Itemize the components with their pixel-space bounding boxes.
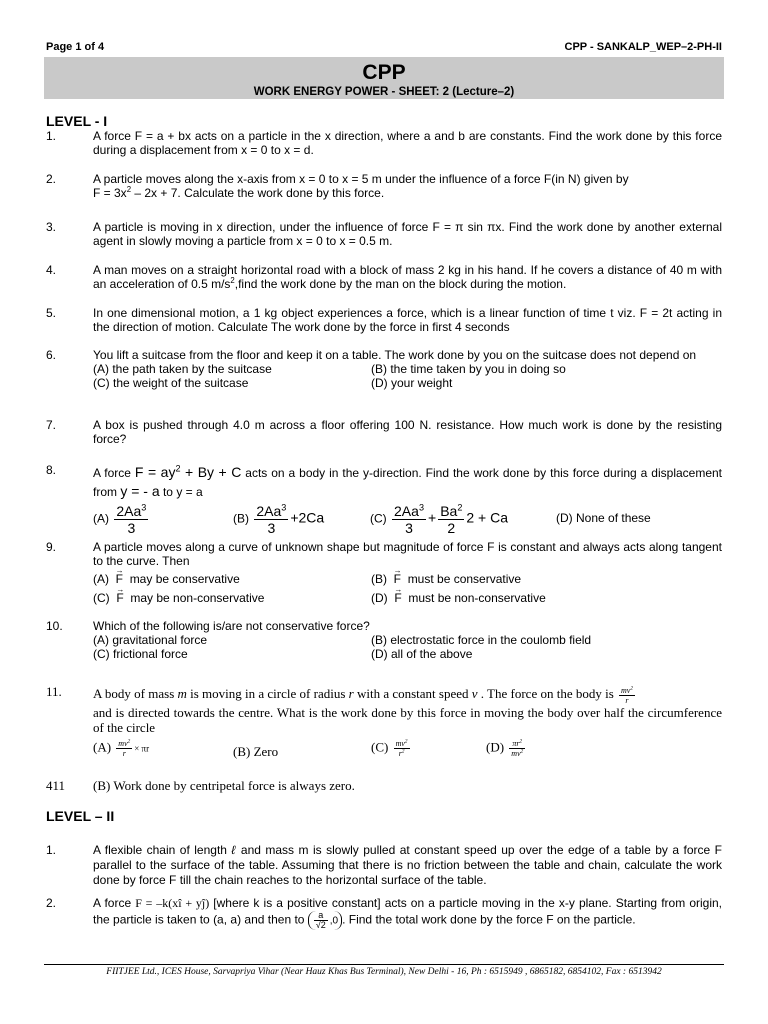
- option-c: (C) frictional force: [93, 647, 188, 661]
- question-number: 1.: [46, 129, 57, 143]
- page-subtitle: WORK ENERGY POWER - SHEET: 2 (Lecture–2): [253, 86, 515, 98]
- question-11: [46, 684, 722, 765]
- question-8: [46, 463, 722, 536]
- question-number: 7.: [46, 418, 57, 432]
- question-text: A box is pushed through 4.0 m across a floor offering 100 N. resistance. How much work is done by the resisting force?: [93, 418, 722, 446]
- option-b: (B) electrostatic force in the coulomb field: [371, 633, 592, 647]
- footer-address: FIITJEE Ltd., ICES House, Sarvapriya Vihar (Near Hauz Khas Bus Terminal), New Delhi - 16, Ph : 6515949 , 6865182, 6854102, Fax : 6513942: [106, 967, 662, 977]
- level2-question-1: [46, 843, 722, 888]
- question-number: 4.: [46, 263, 57, 277]
- option-b: (B) the time taken by you in doing so: [371, 362, 566, 376]
- question-number: 2.: [46, 172, 57, 186]
- question-9: [46, 540, 722, 605]
- question-number: 11.: [46, 684, 62, 699]
- answer-line: [46, 778, 722, 793]
- option-a: (A) → F may be conservative: [93, 572, 371, 586]
- level2-question-2: [46, 896, 722, 930]
- option-a: (A) $\frac{mv^2}{r}$ × πr: [93, 737, 150, 758]
- question-text: A body of mass m is moving in a circle of radius r with a constant speed v . The force on the body is $\frac{mv^2}{r}$ and is directed towards the centre. What is the work done by this force in moving the body over half the circumference of the circle (A) $\frac{mv^2}{r}$ × πr (B) Zero (C) $\frac{mv^2}{r^2}$ (D) $\frac{\pi r^2}{mv^2}$: [93, 684, 722, 765]
- question-text: A particle is moving in x direction, under the influence of force F = π sin πx. Find the work done by another external agent in slowly moving a particle from x = 0 to x = 0.5 m.: [93, 220, 722, 248]
- question-7: [46, 418, 722, 446]
- question-number: 2.: [46, 896, 57, 910]
- question-number: 6.: [46, 348, 57, 362]
- footer-divider: [44, 964, 724, 965]
- question-text: A man moves on a straight horizontal road with a block of mass 2 kg in his hand. If he covers a distance of 40 m with an acceleration of 0.5 $m/s^2,find$ the work done by the man on the block during the motion.: [93, 263, 722, 291]
- page-number: Page 1 of 4: [46, 41, 105, 53]
- question-number: 10.: [46, 619, 63, 633]
- level-1-heading: LEVEL - I: [46, 113, 108, 129]
- question-3: [46, 220, 722, 248]
- question-text: A particle moves along a curve of unknown shape but magnitude of force F is constant and always acts along tangent to the curve. Then (A) → F may be conservative (B) → F must be conservative (C) → F may be non-conservative (D) → F must be non-conservative: [93, 540, 722, 605]
- option-d: (D) your weight: [371, 376, 453, 390]
- question-text: A force F = –k(xî + yĵ) [where k is a positive constant] acts on a particle moving in the x-y plane. Starting from origin, the particle is taken to (a, a) and then to $\frac{a}{√2}$ ,0 . Find the total work done by the force F on the particle.: [93, 896, 723, 930]
- question-1: [46, 129, 722, 157]
- option-d: (D) → F must be non-conservative: [371, 591, 649, 605]
- option-c: (C) $\frac{2Aa^3}{3}$ + $\frac{Ba^2}{2}$ 2 + Ca: [370, 502, 509, 536]
- question-text: A force F = a + bx acts on a particle in the x direction, where a and b are constants. Find the work done by this force during a displacement from x = 0 to x = d.: [93, 129, 722, 157]
- question-5: [46, 306, 722, 334]
- question-number: 3.: [46, 220, 57, 234]
- document-code: CPP - SANKALP_WEP–2-PH-II: [564, 41, 722, 53]
- title-banner: [44, 57, 724, 99]
- option-c: (C) $\frac{mv^2}{r^2}$: [371, 737, 408, 758]
- question-text: A force $F = ay^2 + By + C$ acts on a body in the y-direction. Find the work done by this force during a displacement from y = - a to y = a (A) $\frac{2Aa^3}{3}$ (B) $\frac{2Aa^3}{3}$ +2Ca (C) $\frac{2Aa^3}{3}$ + $\frac{Ba^2}{2}$ 2 + Ca (D) None of these: [93, 463, 723, 536]
- option-a: (A) the path taken by the suitcase: [93, 362, 272, 376]
- question-text: A flexible chain of length ℓ and mass m is slowly pulled at constant speed up over the edge of a table by a force F parallel to the surface of the table. Assuming that there is no friction between the table and chain, calculate the work done by force F till the chain reaches to the horizontal surface of the table.: [93, 843, 722, 887]
- option-d: (D) all of the above: [371, 647, 473, 661]
- question-number: 8.: [46, 463, 57, 477]
- question-text: You lift a suitcase from the floor and keep it on a table. The work done by you on the suitcase does not depend on (A) the path taken by the suitcase (B) the time taken by you in doing so (C) the weight of the suitcase (D) your weight: [93, 348, 697, 390]
- question-number: 9.: [46, 540, 57, 554]
- question-6: [46, 348, 722, 390]
- answer-number: 411: [46, 778, 66, 793]
- option-d: (D) None of these: [556, 511, 651, 525]
- question-text: Which of the following is/are not conservative force? (A) gravitational force (B) electrostatic force in the coulomb field (C) frictional force (D) all of the above: [93, 619, 722, 661]
- option-a: (A) gravitational force: [93, 633, 208, 647]
- answer-text: (B) Work done by centripetal force is always zero.: [93, 778, 355, 793]
- question-4: [46, 263, 722, 291]
- option-a: (A) $\frac{2Aa^3}{3}$: [93, 502, 147, 536]
- option-c: (C) the weight of the suitcase: [93, 376, 249, 390]
- question-text: A particle moves along the x-axis from x = 0 to x = 5 m under the influence of a force F(in N) given by $F = 3x^2 - 2x + 7$. Calculate the work done by this force.: [93, 172, 629, 200]
- option-b: (B) Zero: [233, 743, 279, 759]
- question-10: [46, 619, 722, 661]
- level-2-heading: LEVEL – II: [46, 808, 115, 824]
- question-number: 5.: [46, 306, 57, 320]
- page-title: CPP: [362, 61, 406, 84]
- option-c: (C) → F may be non-conservative: [93, 591, 371, 605]
- question-number: 1.: [46, 843, 57, 857]
- option-d: (D) $\frac{\pi r^2}{mv^2}$: [486, 737, 524, 758]
- option-b: (B) $\frac{2Aa^3}{3}$ +2Ca: [233, 502, 325, 536]
- option-b: (B) → F must be conservative: [371, 572, 649, 586]
- question-2: [46, 172, 722, 200]
- question-text: In one dimensional motion, a 1 kg object experiences a force, which is a linear function of time t viz. F = 2t acting in the direction of motion. Calculate The work done by the force in first 4 seconds: [93, 306, 722, 334]
